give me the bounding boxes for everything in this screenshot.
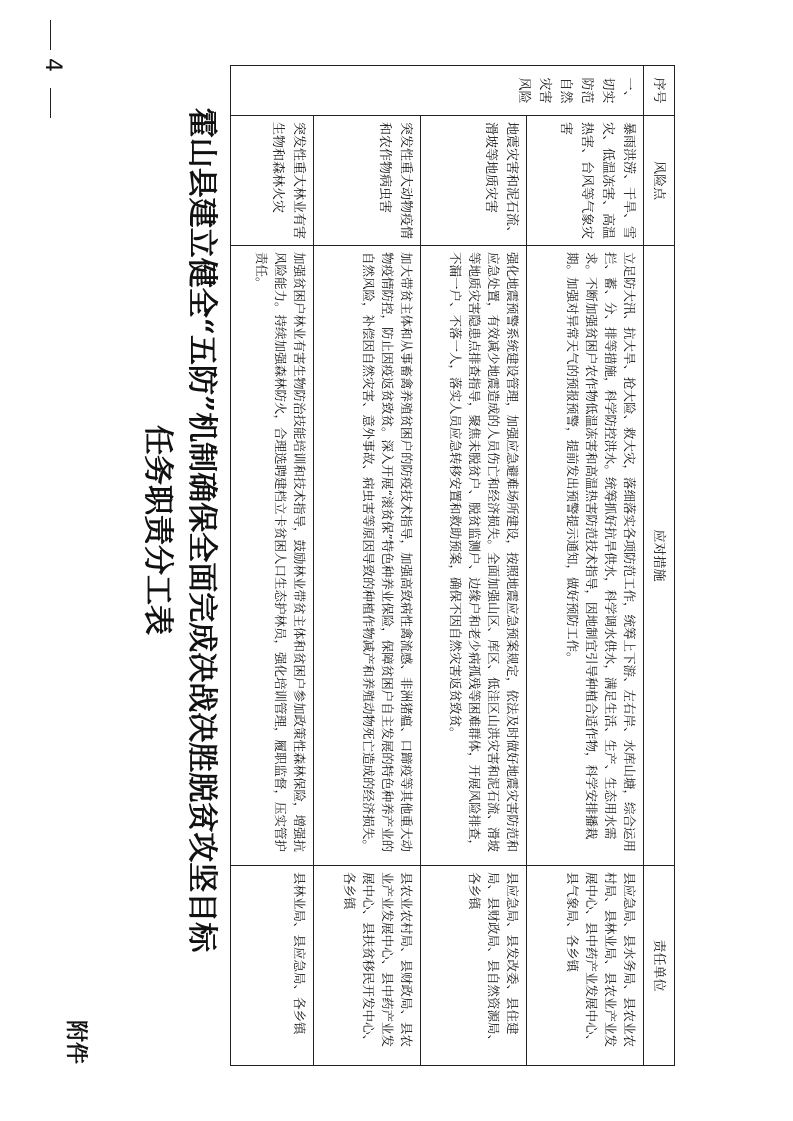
- category-cell: 一、切实防范自然灾害风险: [231, 66, 644, 116]
- table-row: [420, 66, 527, 1066]
- table-header-row: [644, 66, 675, 1066]
- page-number-dash-right: [50, 88, 51, 118]
- title-line-2: 任务职责分工表: [140, 425, 175, 635]
- document-title: [135, 80, 223, 980]
- risk-cell: 地震灾害和泥石流、滑坡等地质灾害: [420, 116, 527, 246]
- risk-cell: 突发性重大林业有害生物和森林火灾: [231, 116, 314, 246]
- header-units: 责任单位: [644, 866, 675, 1066]
- measures-cell: 立足防大汛、抗大旱、抢大险、救大灾，落细落实各项防范工作，统筹上下游、左右岸、水库山塘，综合运用拦、蓄、分、排等措施，科学防控洪水。统筹抓好抗旱供水，科学调水供水，满足生活、生产、生态用水需求。不断加强贫困户农作物低温冻害和高温热害防范技术指导，因地制宜引导种植合适作物，科学安排播栽期。加强对异常天气的预报预警，提前发出预警提示通知，做好预防工作。: [527, 246, 644, 866]
- header-risk: 风险点: [644, 116, 675, 246]
- page-number-dash-left: [50, 20, 51, 50]
- measures-cell: 强化地震预警系统建设管理，加强应急避难场所建设，按照地震应急预案规定，依法及时做好地震灾害防范和应急处置，有效减少地震造成的人员伤亡和经济损失。全面加强山区、库区、低洼区山洪灾害和泥石流、滑坡等地质灾害隐患点排查指导，聚焦未脱贫户、脱贫监测户、边缘户和老少病孤残等困难群体，开展风险排查，不漏一户、不落一人，落实人员应急转移安置和救助预案，确保不因自然灾害返贫致贫。: [420, 246, 527, 866]
- table-row: [231, 66, 314, 1066]
- table-row: [527, 66, 644, 1066]
- risk-cell: 暴雨洪涝、干旱、雪灾、低温冻害、高温热害、台风等气象灾害: [527, 116, 644, 246]
- header-measures: 应对措施: [644, 246, 675, 866]
- duties-table: [230, 65, 675, 1066]
- attachment-label: 附件: [63, 1020, 88, 1065]
- units-cell: 县农业农村局、县财政局、县农业产业发展中心、县中药产业发展中心、县扶贫移民开发中心、各乡镇: [313, 866, 420, 1066]
- units-cell: 县林业局、县应急局、各乡镇: [231, 866, 314, 1066]
- measures-cell: 加大带贫主体和从事畜禽养殖贫困户的防疫技术指导，加强高致病性禽流感、非洲猪瘟、口蹄疫等其他重大动物疫情防控，防止因疫返贫致贫。深入开展“滚贫保”特色种养业保险，保障贫困户自主发展的特色种养产业的自然风险，补偿因自然灾害、意外事故、病虫害等原因导致的种植作物减产和养殖动物死亡造成的经济损失。: [313, 246, 420, 866]
- title-line-1: 霍山县建立健全“五防”机制确保全面完成决战决胜脱贫攻坚目标: [184, 107, 219, 953]
- units-cell: 县应急局、县水务局、县农业农村局、县林业局、县农业产业发展中心、县中药产业发展中心、县气象局、各乡镇: [527, 866, 644, 1066]
- header-index: 序号: [644, 66, 675, 116]
- measures-cell: 加强贫困户林业有害生物防治技能培训和技术指导，鼓励林业带贫主体和贫困户参加政策性森林保险，增强抗风险能力。持续加强森林防火，合理选聘建档立卡贫困人口生态护林员，强化培训管理，履职监督，压实管护责任。: [231, 246, 314, 866]
- units-cell: 县应急局、县发改委、县住建局、县财政局、县自然资源局、各乡镇: [420, 866, 527, 1066]
- page-number: 4: [40, 58, 65, 72]
- risk-cell: 突发性重大动物疫情和农作物病虫害: [313, 116, 420, 246]
- table-row: [313, 66, 420, 1066]
